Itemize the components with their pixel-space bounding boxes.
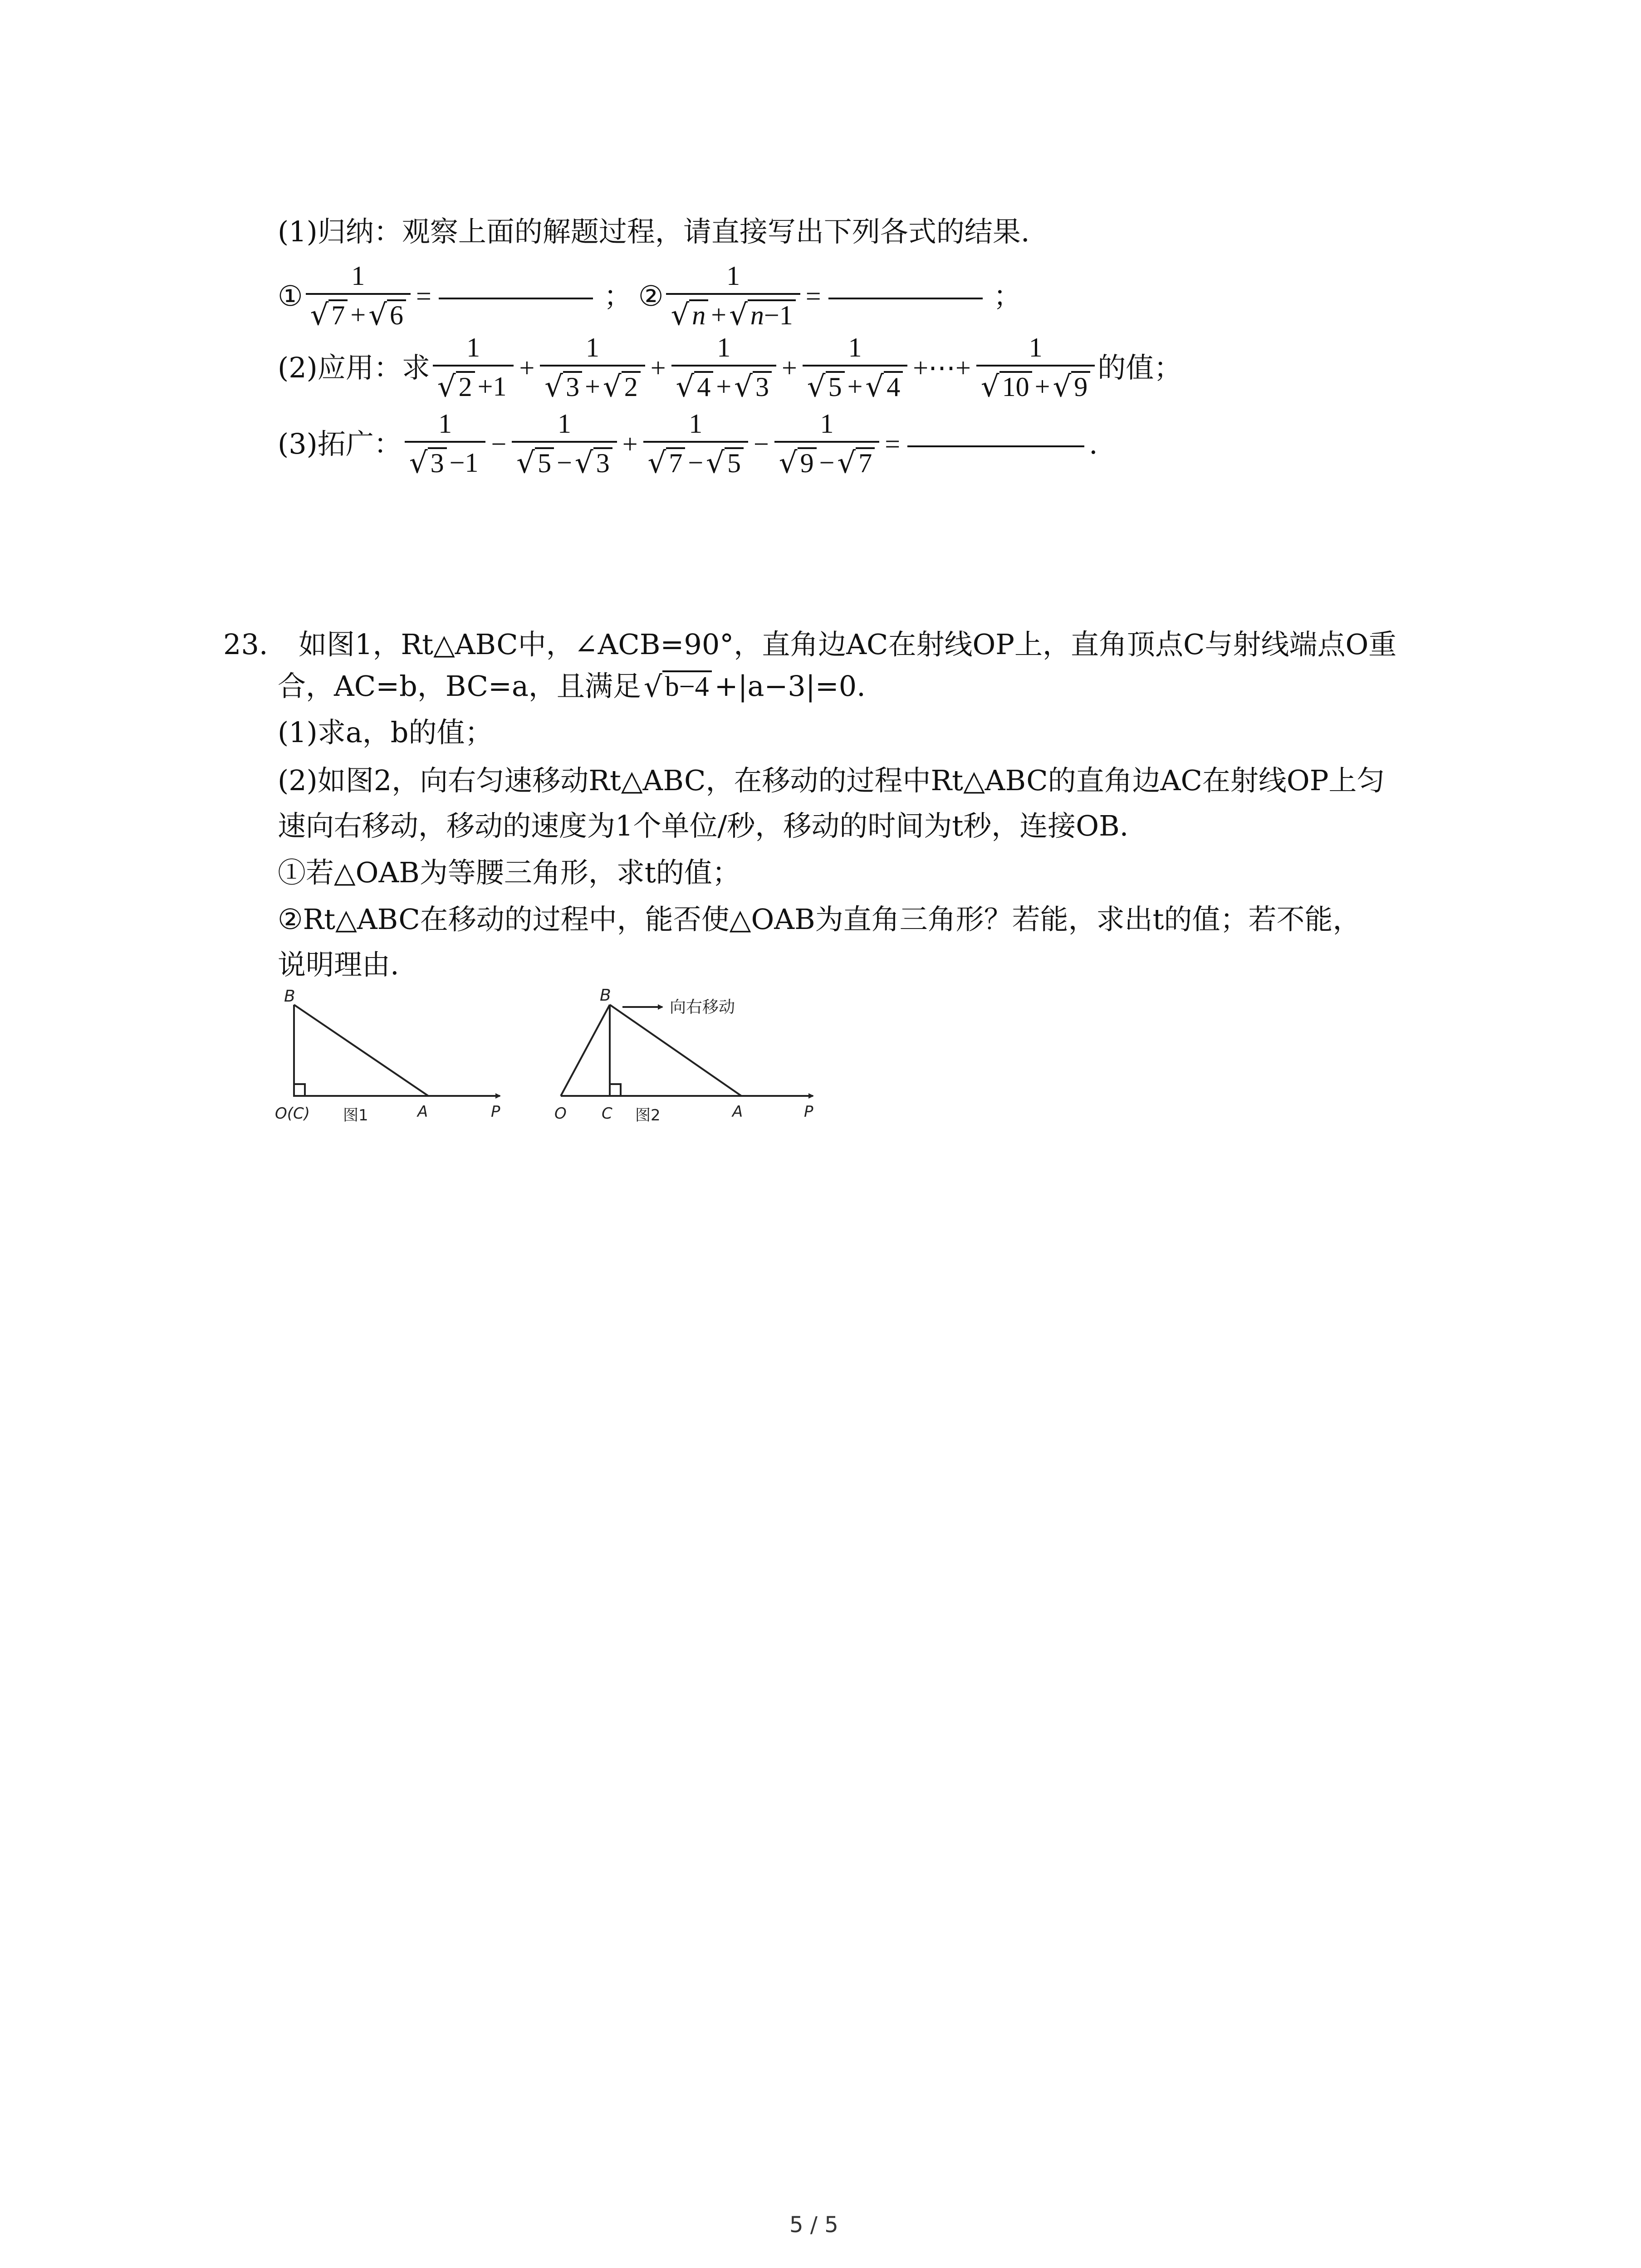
induction-text: (1)归纳：观察上面的解题过程，请直接写出下列各式的结果. <box>278 215 1030 248</box>
fig2-arrow-text: 向右移动 <box>670 998 735 1017</box>
question-2-sub2-line2: 说明理由. <box>278 948 399 981</box>
fig2-right-angle-mark <box>610 1084 621 1096</box>
fig2-label-o: O <box>554 1105 567 1123</box>
figure-2 <box>561 1005 813 1096</box>
fig2-caption: 图2 <box>635 1106 661 1124</box>
question-2-sub2-line1: ②Rt△ABC在移动的过程中，能否使△OAB为直角三角形？若能，求出t的值；若不能， <box>278 903 1361 936</box>
question-1: (1)求a，b的值； <box>278 716 493 749</box>
app-term-2: 1 √ 3 + √ 2 <box>540 334 645 401</box>
fig1-label-p: P <box>491 1103 500 1121</box>
fig2-label-p: P <box>804 1103 813 1121</box>
app-term-1: 1 √ 2 +1 <box>433 334 514 401</box>
fig2-label-a: A <box>732 1103 743 1121</box>
fig2-side-ob <box>561 1005 610 1096</box>
problem23-statement-2: 合，AC=b，BC=a，且满足 <box>278 669 641 703</box>
item1-fraction: 1 √ 7 + √ 6 <box>306 262 411 330</box>
app-term-3: 1 √ 4 + √ 3 <box>671 334 776 401</box>
fig1-right-angle-mark <box>294 1084 305 1096</box>
ext-term-1: 1 √ 3 −1 <box>405 410 486 478</box>
fig1-label-b: B <box>284 987 295 1006</box>
sqrt-arg: b−4 <box>662 670 712 702</box>
ext-term-4: 1 √ 9 − √ 7 <box>774 410 879 478</box>
extension-label: (3)拓广： <box>278 427 402 460</box>
sqrt-b-minus-4: √ b−4 <box>644 670 712 702</box>
fig1-label-o: O(C) <box>275 1105 310 1123</box>
fig2-label-b: B <box>600 986 611 1005</box>
induction-items: ① 1 √ 7 + √ 6 = ； ② 1 √ n + √ n−1 = ； <box>278 261 1022 332</box>
ext-term-2: 1 √ 5 − √ 3 <box>512 410 617 478</box>
app-term-4: 1 √ 5 + √ 4 <box>803 334 907 401</box>
fig1-hypotenuse <box>294 1005 428 1096</box>
question-2-line1: (2)如图2，向右匀速移动Rt△ABC，在移动的过程中Rt△ABC的直角边AC在射线OP上匀 <box>278 764 1385 797</box>
page-number: 5 / 5 <box>789 2212 838 2238</box>
fig1-label-a: A <box>417 1103 428 1121</box>
application-suffix: 的值； <box>1097 351 1182 384</box>
question-2-line2: 速向右移动，移动的速度为1个单位/秒，移动的时间为t秒，连接OB. <box>278 809 1129 842</box>
fig2-hypotenuse <box>610 1005 741 1096</box>
app-term-5: 1 √ 10 + √ 9 <box>976 334 1095 401</box>
extension-line: (3)拓广： 1 √ 3 −1 − 1 √ 5 − √ 3 + 1 √ 7 − √ 5 − 1 √ 9 − √ 7 = . <box>278 409 1098 480</box>
application-line: (2)应用：求 1 √ 2 +1 + 1 √ 3 + √ 2 + 1 √ 4 + √ 3 + 1 √ 5 + √ 4 +⋯+ 1 √ 10 + √ 9 的值； <box>278 332 1182 404</box>
item2-marker: ② <box>638 279 664 313</box>
question-2-sub1: ①若△OAB为等腰三角形，求t的值； <box>278 856 740 889</box>
fig1-caption: 图1 <box>343 1106 368 1124</box>
item1-marker: ① <box>278 279 303 313</box>
application-label: (2)应用：求 <box>278 351 430 384</box>
ext-term-3: 1 √ 7 − √ 5 <box>643 410 748 478</box>
problem23-number: 23. <box>223 628 268 661</box>
problem23-statement-3: +|a−3|=0. <box>714 669 866 703</box>
item2-fraction: 1 √ n + √ n−1 <box>666 262 800 330</box>
fig2-label-c: C <box>602 1105 612 1123</box>
problem23-statement-1: 如图1，Rt△ABC中，∠ACB=90°，直角边AC在射线OP上，直角顶点C与射线端点O重 <box>299 628 1397 661</box>
figure-1 <box>294 1005 500 1096</box>
